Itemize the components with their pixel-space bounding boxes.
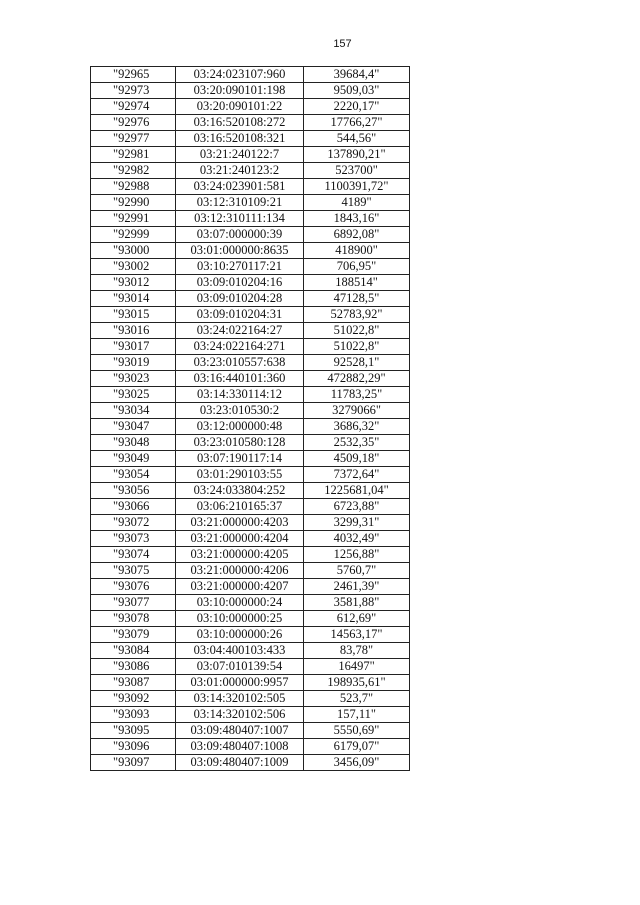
row-id-cell: "93002: [91, 259, 176, 275]
value-cell: 157,11": [304, 707, 410, 723]
table-row: [91, 691, 410, 707]
cadastral-number-cell: 03:21:000000:4204: [176, 531, 304, 547]
row-id-cell: "93092: [91, 691, 176, 707]
row-id-cell: "93017: [91, 339, 176, 355]
value-cell: 188514": [304, 275, 410, 291]
table-row: [91, 403, 410, 419]
value-cell: 1100391,72": [304, 179, 410, 195]
row-id-cell: "93075: [91, 563, 176, 579]
table-row: [91, 323, 410, 339]
value-cell: 17766,27": [304, 115, 410, 131]
value-cell: 4032,49": [304, 531, 410, 547]
table-row: [91, 355, 410, 371]
row-id-cell: "93000: [91, 243, 176, 259]
value-cell: 3581,88": [304, 595, 410, 611]
value-cell: 472882,29": [304, 371, 410, 387]
row-id-cell: "92988: [91, 179, 176, 195]
value-cell: 6723,88": [304, 499, 410, 515]
value-cell: 1225681,04": [304, 483, 410, 499]
table-row: [91, 499, 410, 515]
cadastral-number-cell: 03:01:000000:8635: [176, 243, 304, 259]
cadastral-number-cell: 03:07:000000:39: [176, 227, 304, 243]
cadastral-number-cell: 03:04:400103:433: [176, 643, 304, 659]
value-cell: 7372,64": [304, 467, 410, 483]
table-row: [91, 259, 410, 275]
value-cell: 39684,4": [304, 67, 410, 83]
table-row: [91, 563, 410, 579]
table-row: [91, 675, 410, 691]
cadastral-number-cell: 03:14:320102:506: [176, 707, 304, 723]
value-cell: 3456,09": [304, 755, 410, 771]
table-row: [91, 579, 410, 595]
table-row: [91, 291, 410, 307]
cadastral-number-cell: 03:12:000000:48: [176, 419, 304, 435]
value-cell: 3686,32": [304, 419, 410, 435]
table-row: [91, 371, 410, 387]
table-row: [91, 307, 410, 323]
value-cell: 1256,88": [304, 547, 410, 563]
cadastral-number-cell: 03:14:330114:12: [176, 387, 304, 403]
table-row: [91, 547, 410, 563]
cadastral-number-cell: 03:09:480407:1008: [176, 739, 304, 755]
row-id-cell: "93054: [91, 467, 176, 483]
cadastral-number-cell: 03:16:520108:272: [176, 115, 304, 131]
value-cell: 1843,16": [304, 211, 410, 227]
row-id-cell: "93015: [91, 307, 176, 323]
cadastral-number-cell: 03:16:440101:360: [176, 371, 304, 387]
value-cell: 706,95": [304, 259, 410, 275]
cadastral-number-cell: 03:20:090101:198: [176, 83, 304, 99]
cadastral-number-cell: 03:24:023107:960: [176, 67, 304, 83]
table-row: [91, 707, 410, 723]
row-id-cell: "92990: [91, 195, 176, 211]
row-id-cell: "93096: [91, 739, 176, 755]
table-row: [91, 611, 410, 627]
row-id-cell: "92982: [91, 163, 176, 179]
row-id-cell: "93023: [91, 371, 176, 387]
row-id-cell: "93047: [91, 419, 176, 435]
row-id-cell: "93012: [91, 275, 176, 291]
value-cell: 6892,08": [304, 227, 410, 243]
cadastral-number-cell: 03:21:000000:4206: [176, 563, 304, 579]
cadastral-number-cell: 03:23:010580:128: [176, 435, 304, 451]
table-row: [91, 467, 410, 483]
cadastral-number-cell: 03:07:190117:14: [176, 451, 304, 467]
cadastral-number-cell: 03:10:270117:21: [176, 259, 304, 275]
row-id-cell: "92974: [91, 99, 176, 115]
row-id-cell: "93079: [91, 627, 176, 643]
value-cell: 47128,5": [304, 291, 410, 307]
row-id-cell: "93056: [91, 483, 176, 499]
table-row: [91, 211, 410, 227]
table-row: [91, 67, 410, 83]
cadastral-number-cell: 03:09:480407:1007: [176, 723, 304, 739]
table-row: [91, 99, 410, 115]
table-row: [91, 643, 410, 659]
row-id-cell: "93084: [91, 643, 176, 659]
table-row: [91, 659, 410, 675]
cadastral-number-cell: 03:16:520108:321: [176, 131, 304, 147]
table-row: [91, 147, 410, 163]
cadastral-number-cell: 03:14:320102:505: [176, 691, 304, 707]
table-row: [91, 419, 410, 435]
row-id-cell: "93048: [91, 435, 176, 451]
row-id-cell: "93078: [91, 611, 176, 627]
table-row: [91, 83, 410, 99]
cadastral-number-cell: 03:01:000000:9957: [176, 675, 304, 691]
cadastral-number-cell: 03:21:000000:4207: [176, 579, 304, 595]
cadastral-number-cell: 03:24:033804:252: [176, 483, 304, 499]
table-row: [91, 339, 410, 355]
row-id-cell: "93077: [91, 595, 176, 611]
value-cell: 5550,69": [304, 723, 410, 739]
value-cell: 51022,8": [304, 323, 410, 339]
cadastral-number-cell: 03:01:290103:55: [176, 467, 304, 483]
cadastral-number-cell: 03:20:090101:22: [176, 99, 304, 115]
value-cell: 14563,17": [304, 627, 410, 643]
value-cell: 9509,03": [304, 83, 410, 99]
row-id-cell: "93074: [91, 547, 176, 563]
table-row: [91, 131, 410, 147]
row-id-cell: "93097: [91, 755, 176, 771]
cadastral-number-cell: 03:12:310109:21: [176, 195, 304, 211]
table-row: [91, 435, 410, 451]
table-row: [91, 195, 410, 211]
cadastral-number-cell: 03:10:000000:26: [176, 627, 304, 643]
cadastral-number-cell: 03:21:000000:4203: [176, 515, 304, 531]
value-cell: 3299,31": [304, 515, 410, 531]
cadastral-number-cell: 03:21:000000:4205: [176, 547, 304, 563]
row-id-cell: "93095: [91, 723, 176, 739]
cadastral-number-cell: 03:10:000000:25: [176, 611, 304, 627]
table-body: [91, 67, 410, 771]
value-cell: 198935,61": [304, 675, 410, 691]
value-cell: 418900": [304, 243, 410, 259]
table-row: [91, 723, 410, 739]
row-id-cell: "92977: [91, 131, 176, 147]
cadastral-number-cell: 03:09:010204:28: [176, 291, 304, 307]
cadastral-number-cell: 03:10:000000:24: [176, 595, 304, 611]
table-row: [91, 387, 410, 403]
value-cell: 5760,7": [304, 563, 410, 579]
row-id-cell: "92965: [91, 67, 176, 83]
value-cell: 4509,18": [304, 451, 410, 467]
value-cell: 523,7": [304, 691, 410, 707]
row-id-cell: "92999: [91, 227, 176, 243]
table-row: [91, 227, 410, 243]
row-id-cell: "93025: [91, 387, 176, 403]
value-cell: 137890,21": [304, 147, 410, 163]
row-id-cell: "93093: [91, 707, 176, 723]
cadastral-number-cell: 03:07:010139:54: [176, 659, 304, 675]
row-id-cell: "92991: [91, 211, 176, 227]
cadastral-number-cell: 03:06:210165:37: [176, 499, 304, 515]
value-cell: 2461,39": [304, 579, 410, 595]
row-id-cell: "93016: [91, 323, 176, 339]
cadastral-number-cell: 03:09:010204:31: [176, 307, 304, 323]
table-row: [91, 483, 410, 499]
cadastral-number-cell: 03:12:310111:134: [176, 211, 304, 227]
row-id-cell: "93014: [91, 291, 176, 307]
cadastral-number-cell: 03:23:010530:2: [176, 403, 304, 419]
value-cell: 83,78": [304, 643, 410, 659]
row-id-cell: "93049: [91, 451, 176, 467]
row-id-cell: "93034: [91, 403, 176, 419]
table-row: [91, 755, 410, 771]
row-id-cell: "93066: [91, 499, 176, 515]
cadastral-number-cell: 03:21:240122:7: [176, 147, 304, 163]
table-row: [91, 515, 410, 531]
cadastral-number-cell: 03:21:240123:2: [176, 163, 304, 179]
value-cell: 2220,17": [304, 99, 410, 115]
cadastral-number-cell: 03:09:010204:16: [176, 275, 304, 291]
cadastral-number-cell: 03:09:480407:1009: [176, 755, 304, 771]
cadastral-number-cell: 03:23:010557:638: [176, 355, 304, 371]
value-cell: 11783,25": [304, 387, 410, 403]
row-id-cell: "93087: [91, 675, 176, 691]
table-row: [91, 179, 410, 195]
table-row: [91, 243, 410, 259]
value-cell: 523700": [304, 163, 410, 179]
table-row: [91, 163, 410, 179]
value-cell: 16497": [304, 659, 410, 675]
row-id-cell: "92973: [91, 83, 176, 99]
table-row: [91, 739, 410, 755]
table-row: [91, 275, 410, 291]
data-table: [90, 66, 410, 771]
page-number: 157: [333, 38, 352, 50]
value-cell: 612,69": [304, 611, 410, 627]
table-row: [91, 595, 410, 611]
row-id-cell: "93019: [91, 355, 176, 371]
row-id-cell: "93086: [91, 659, 176, 675]
value-cell: 52783,92": [304, 307, 410, 323]
value-cell: 51022,8": [304, 339, 410, 355]
value-cell: 544,56": [304, 131, 410, 147]
table-row: [91, 451, 410, 467]
value-cell: 3279066": [304, 403, 410, 419]
row-id-cell: "92981: [91, 147, 176, 163]
cadastral-number-cell: 03:24:023901:581: [176, 179, 304, 195]
cadastral-number-cell: 03:24:022164:271: [176, 339, 304, 355]
cadastral-number-cell: 03:24:022164:27: [176, 323, 304, 339]
value-cell: 4189": [304, 195, 410, 211]
row-id-cell: "92976: [91, 115, 176, 131]
table-row: [91, 531, 410, 547]
row-id-cell: "93076: [91, 579, 176, 595]
row-id-cell: "93072: [91, 515, 176, 531]
table-row: [91, 627, 410, 643]
value-cell: 92528,1": [304, 355, 410, 371]
value-cell: 6179,07": [304, 739, 410, 755]
row-id-cell: "93073: [91, 531, 176, 547]
value-cell: 2532,35": [304, 435, 410, 451]
table-row: [91, 115, 410, 131]
